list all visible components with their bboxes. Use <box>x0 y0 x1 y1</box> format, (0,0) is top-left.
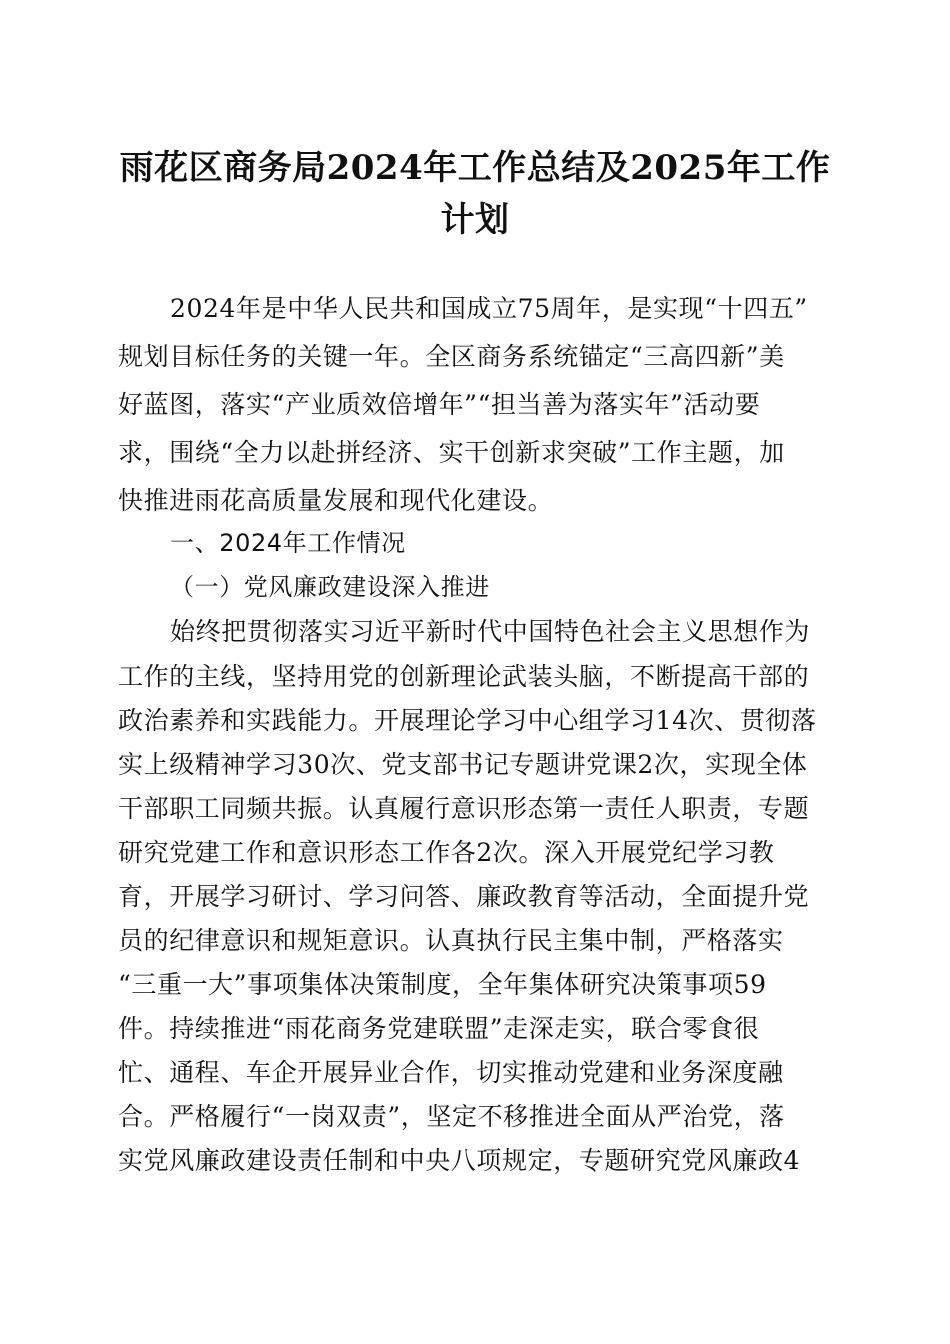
body-line: 研究党建工作和意识形态工作各2次。深入开展党纪学习教 <box>118 838 775 867</box>
subsection-heading: （一）党风廉政建设深入推进 <box>170 573 490 601</box>
intro-line: 好蓝图，落实“产业质效倍增年”“担当善为落实年”活动要 <box>118 390 761 419</box>
body-line: 忙、通程、车企开展异业合作，切实推动党建和业务深度融 <box>118 1058 784 1087</box>
body-line: 干部职工同频共振。认真履行意识形态第一责任人职责，专题 <box>118 794 810 823</box>
body-line: 实党风廉政建设责任制和中央八项规定，专题研究党风廉政4 <box>118 1146 801 1175</box>
intro-line: 快推进雨花高质量发展和现代化建设。 <box>118 486 554 515</box>
body-line: 员的纪律意识和规矩意识。认真执行民主集中制，严格落实 <box>118 926 784 955</box>
body-line: 实上级精神学习30次、党支部书记专题讲党课2次，实现全体 <box>118 750 808 779</box>
document-title-line-2: 计划 <box>440 200 510 240</box>
intro-line: 2024年是中华人民共和国成立75周年，是实现“十四五” <box>170 294 808 323</box>
body-line: 工作的主线，坚持用党的创新理论武装头脑，不断提高干部的 <box>118 662 810 691</box>
body-line: 始终把贯彻落实习近平新时代中国特色社会主义思想作为 <box>170 617 811 646</box>
body-line: 育，开展学习研讨、学习问答、廉政教育等活动，全面提升党 <box>118 882 810 911</box>
body-line: 件。持续推进“雨花商务党建联盟”走深走实，联合零食很 <box>118 1014 760 1043</box>
intro-line: 求，围绕“全力以赴拼经济、实干创新求突破”工作主题，加 <box>118 438 785 467</box>
section-heading: 一、2024年工作情况 <box>170 529 406 557</box>
body-line: 政治素养和实践能力。开展理论学习中心组学习14次、贯彻落 <box>118 706 817 735</box>
intro-line: 规划目标任务的关键一年。全区商务系统锚定“三高四新”美 <box>118 342 785 371</box>
document-title-line-1: 雨花区商务局2024年工作总结及2025年工作 <box>119 148 831 188</box>
body-line: “三重一大”事项集体决策制度，全年集体研究决策事项59 <box>118 970 767 999</box>
body-line: 合。严格履行“一岗双责”，坚定不移推进全面从严治党，落 <box>118 1102 785 1131</box>
